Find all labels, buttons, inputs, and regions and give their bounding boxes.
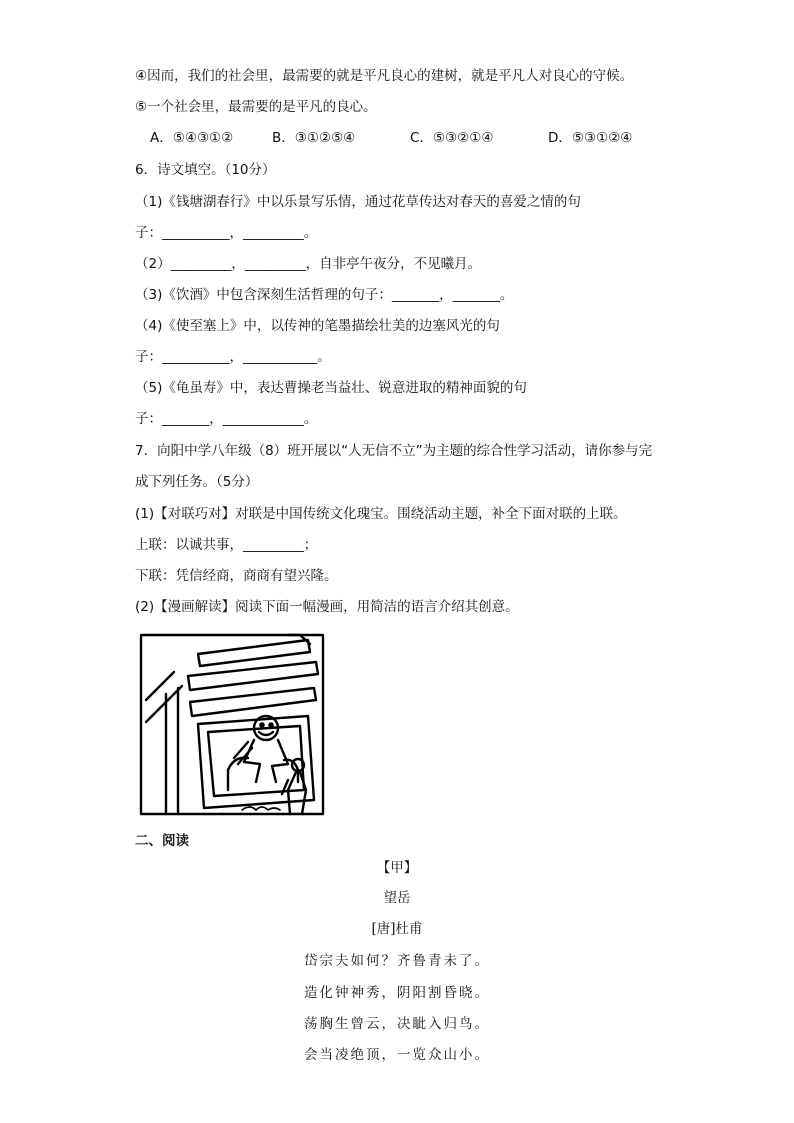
q6-sub1-line1: （1)《钱塘湖春行》中以乐景写乐情，通过花草传达对春天的喜爱之情的句 <box>135 194 581 210</box>
option-b: B．③①②⑤④ <box>272 130 356 146</box>
option-a: A．⑤④③①② <box>150 130 234 146</box>
q6-sub2: （2）_________，_________，自非亭午夜分，不见曦月。 <box>135 256 482 272</box>
cartoon-image <box>138 632 326 817</box>
q6-title: 6．诗文填空。（10分） <box>135 162 276 178</box>
q6-sub4-line2: 子：__________，___________。 <box>135 349 331 365</box>
q6-sub5-line1: （5)《龟虽寿》中，表达曹操老当益壮、锐意进取的精神面貌的句 <box>135 380 527 396</box>
option-d: D．⑤③①②④ <box>548 130 633 146</box>
poem-title: 望岳 <box>383 890 411 906</box>
poem-author: [唐]杜甫 <box>371 921 423 937</box>
couplet-upper: 上联：以诚共事，_________； <box>135 537 318 553</box>
q6-sub3: （3)《饮酒》中包含深刻生活哲理的句子：_______，_______。 <box>135 287 514 303</box>
q5-item-4: ④因而，我们的社会里，最需要的就是平凡良心的建树，就是平凡人对良心的守候。 <box>135 68 634 84</box>
poem-line: 造化钟神秀，阴阳割昏晓。 <box>304 985 490 1001</box>
poem-line: 会当凌绝顶，一览众山小。 <box>304 1047 490 1063</box>
q7-title-line2: 成下列任务。（5分） <box>135 474 259 490</box>
q5-item-5: ⑤一个社会里，最需要的是平凡的良心。 <box>135 99 377 115</box>
option-c: C．⑤③②①④ <box>410 130 494 146</box>
couplet-lower: 下联：凭信经商，商商有望兴隆。 <box>135 568 338 584</box>
q6-sub1-line2: 子：__________，_________。 <box>135 225 318 241</box>
q6-sub5-line2: 子：_______，____________。 <box>135 411 318 427</box>
section-heading: 二、阅读 <box>135 833 189 849</box>
passage-label: 【甲】 <box>376 860 418 876</box>
poem-line: 岱宗夫如何？齐鲁青未了。 <box>304 953 490 969</box>
q7-task2: (2)【漫画解读】阅读下面一幅漫画，用简洁的语言介绍其创意。 <box>135 599 519 615</box>
q6-sub4-line1: （4)《使至塞上》中，以传神的笔墨描绘壮美的边塞风光的句 <box>135 318 500 334</box>
q7-task1: (1)【对联巧对】对联是中国传统文化瑰宝。围绕活动主题，补全下面对联的上联。 <box>135 506 627 522</box>
poem-line: 荡胸生曾云，决眦入归鸟。 <box>304 1016 490 1032</box>
q7-title-line1: 7．向阳中学八年级（8）班开展以“人无信不立”为主题的综合性学习活动，请你参与完 <box>135 443 653 459</box>
